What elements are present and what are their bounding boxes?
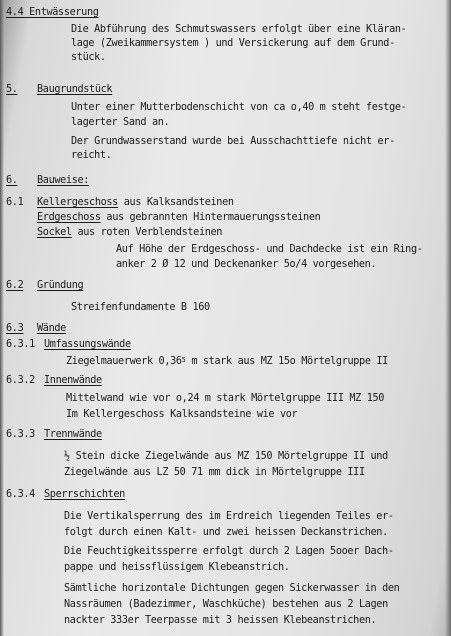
section-heading: Umfassungswände bbox=[44, 339, 131, 350]
text-line: Der Grundwasserstand wurde bei Ausschachttiefe nicht er- bbox=[71, 136, 395, 147]
text-line: Ziegelwände aus LZ 50 71 mm dick in Mörtelgruppe III bbox=[64, 467, 365, 478]
text-line bbox=[37, 212, 320, 224]
text-line: Sämtliche horizontale Dichtungen gegen Sickerwasser in den bbox=[64, 583, 400, 594]
inline-text: m stark aus MZ 15o Mörtelgruppe II bbox=[185, 356, 388, 367]
section-number: 6.3.4 bbox=[6, 489, 35, 500]
text-line: Nassräumen (Badezimmer, Waschküche) bestehen aus 2 Lagen bbox=[64, 599, 388, 610]
left-page-shadow bbox=[0, 0, 4, 636]
section-number: 6.2 bbox=[6, 280, 24, 291]
superscript: 5 bbox=[181, 356, 186, 364]
text-line: Streifenfundamente B 160 bbox=[71, 302, 210, 313]
text-line: Im Kellergeschoss Kalksandsteine wie vor bbox=[66, 409, 298, 420]
text-line: stück. bbox=[71, 52, 106, 63]
section-number: 6.3.1 bbox=[6, 339, 35, 350]
section-number: 5. bbox=[6, 84, 18, 95]
section-number: 6.3.2 bbox=[6, 375, 35, 386]
text-line: nackter 333er Teerpasse mit 3 heissen Klebeanstrichen. bbox=[64, 615, 377, 626]
inline-heading: Sockel bbox=[37, 227, 72, 238]
section-heading: Innenwände bbox=[44, 375, 102, 386]
text-line: ½ Stein dicke Ziegelwände aus MZ 150 Mörtelgruppe II und bbox=[64, 451, 388, 462]
text-line bbox=[66, 356, 388, 368]
section-4-4-heading: 4.4 Entwässerung bbox=[6, 7, 99, 18]
right-page-shadow bbox=[445, 0, 451, 636]
section-number: 6. bbox=[6, 175, 18, 186]
section-number: 6.3.3 bbox=[6, 429, 35, 440]
section-heading: Trennwände bbox=[44, 429, 102, 440]
text-line: folgt durch einen Kalt- und zwei heissen Deckanstrichen. bbox=[64, 527, 388, 538]
inline-text: aus roten Verblendsteinen bbox=[71, 227, 223, 238]
inline-heading: Erdgeschoss bbox=[37, 212, 101, 223]
text-line bbox=[37, 227, 222, 239]
section-heading: Gründung bbox=[37, 280, 84, 291]
text-line: anker 2 Ø 12 und Deckenanker 5o/4 vorgesehen. bbox=[116, 259, 377, 270]
text-line: Die Abführung des Schmutswassers erfolgt über eine Kläran- bbox=[71, 24, 407, 35]
inline-text: aus gebrannten Hintermauerungssteinen bbox=[100, 212, 321, 223]
text-line: Auf Höhe der Erdgeschoss- und Dachdecke ist ein Ring- bbox=[116, 244, 423, 255]
section-heading: Wände bbox=[37, 323, 66, 334]
text-line: Unter einer Mutterbodenschicht von ca o,40 m steht festge- bbox=[71, 102, 407, 113]
text-line: reicht. bbox=[71, 150, 112, 161]
text-line: pappe und heissflüssigem Klebeanstrich. bbox=[64, 562, 290, 573]
text-line: lagerter Sand an. bbox=[71, 117, 170, 128]
section-heading: Sperrschichten bbox=[44, 489, 125, 500]
inline-heading: Kellergeschoss bbox=[37, 197, 118, 208]
inline-text: Ziegelmauerwerk 0,36 bbox=[66, 356, 182, 367]
text-line: Die Vertikalsperrung des im Erdreich liegenden Teiles er- bbox=[64, 511, 394, 522]
text-line: Die Feuchtigkeitssperre erfolgt durch 2 Lagen 5ooer Dach- bbox=[64, 546, 394, 557]
text-line: Mittelwand wie vor o,24 m stark Mörtelgruppe III MZ 150 bbox=[66, 393, 385, 404]
section-heading: Baugrundstück bbox=[37, 84, 113, 95]
text-line bbox=[37, 197, 234, 209]
section-number: 6.3 bbox=[6, 323, 24, 334]
text-line: lage (Zweikammersystem ) und Versickerung auf dem Grund- bbox=[71, 38, 395, 49]
section-number: 6.1 bbox=[6, 197, 24, 208]
section-heading: Bauweise: bbox=[37, 175, 90, 186]
inline-text: aus Kalksandsteinen bbox=[117, 197, 234, 208]
